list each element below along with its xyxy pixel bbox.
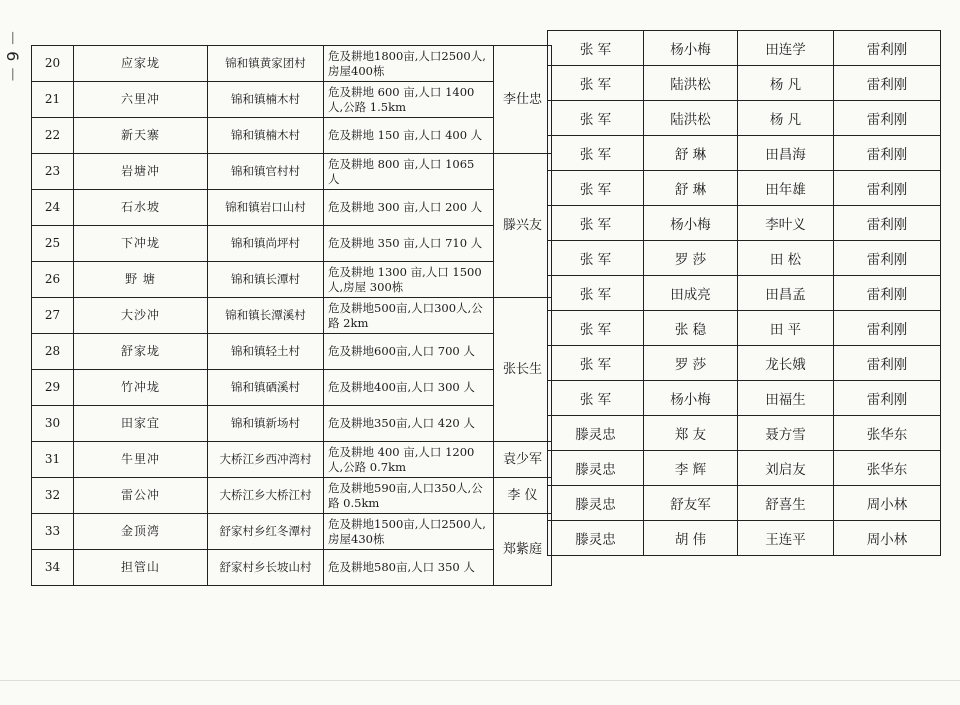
site-name: 竹冲垅 — [74, 370, 208, 406]
contact-name: 田 平 — [738, 311, 834, 346]
responsible-person — [494, 298, 552, 442]
contact-name: 罗 莎 — [644, 241, 738, 276]
contact-name: 田成亮 — [644, 276, 738, 311]
hazard-description: 危及耕地400亩,人口 300 人 — [324, 370, 494, 406]
hazard-description: 危及耕地 300 亩,人口 200 人 — [324, 190, 494, 226]
site-name: 雷公冲 — [74, 478, 208, 514]
site-location: 锦和镇黄家团村 — [208, 46, 324, 82]
contact-name: 杨小梅 — [644, 381, 738, 416]
row-number: 25 — [32, 226, 74, 262]
contact-name: 陆洪松 — [644, 101, 738, 136]
contact-name: 张 军 — [548, 171, 644, 206]
site-location: 锦和镇岩口山村 — [208, 190, 324, 226]
hazard-description: 危及耕地 1300 亩,人口 1500人,房屋 300栋 — [324, 262, 494, 298]
contact-name: 雷利刚 — [834, 241, 941, 276]
contact-name: 雷利刚 — [834, 136, 941, 171]
hazard-description: 危及耕地 350 亩,人口 710 人 — [324, 226, 494, 262]
row-number: 32 — [32, 478, 74, 514]
left-table — [31, 45, 552, 586]
responsible-person — [494, 442, 552, 478]
responsible-name: 滕兴友 — [502, 218, 542, 233]
contact-name: 张 军 — [548, 346, 644, 381]
hazard-description: 危及耕地600亩,人口 700 人 — [324, 334, 494, 370]
contact-name: 雷利刚 — [834, 171, 941, 206]
contact-name: 滕灵忠 — [548, 416, 644, 451]
contact-name: 田福生 — [738, 381, 834, 416]
table-row — [548, 416, 941, 451]
contact-name: 田 松 — [738, 241, 834, 276]
table-row — [32, 370, 552, 406]
table-row — [548, 276, 941, 311]
site-name: 石水坡 — [74, 190, 208, 226]
contact-name: 张 军 — [548, 276, 644, 311]
responsible-name: 袁少军 — [502, 452, 542, 467]
table-row — [32, 190, 552, 226]
table-row — [32, 478, 552, 514]
site-location: 锦和镇楠木村 — [208, 82, 324, 118]
row-number: 27 — [32, 298, 74, 334]
row-number: 22 — [32, 118, 74, 154]
scan-edge — [0, 680, 960, 681]
contact-name: 周小林 — [834, 521, 941, 556]
contact-name: 张 军 — [548, 31, 644, 66]
contact-name: 滕灵忠 — [548, 521, 644, 556]
site-location: 锦和镇长潭村 — [208, 262, 324, 298]
hazard-description: 危及耕地 400 亩,人口 1200人,公路 0.7km — [324, 442, 494, 478]
responsible-person — [494, 514, 552, 586]
contact-name: 罗 莎 — [644, 346, 738, 381]
site-name: 下冲垅 — [74, 226, 208, 262]
row-number: 31 — [32, 442, 74, 478]
table-row — [548, 241, 941, 276]
contact-name: 滕灵忠 — [548, 486, 644, 521]
table-row — [548, 31, 941, 66]
contact-name: 张 军 — [548, 381, 644, 416]
site-name: 田家宜 — [74, 406, 208, 442]
row-number: 29 — [32, 370, 74, 406]
contact-name: 舒友军 — [644, 486, 738, 521]
site-location: 大桥江乡西冲湾村 — [208, 442, 324, 478]
site-location: 锦和镇新场村 — [208, 406, 324, 442]
table-row — [32, 226, 552, 262]
contact-name: 雷利刚 — [834, 276, 941, 311]
site-location: 大桥江乡大桥江村 — [208, 478, 324, 514]
contact-name: 张华东 — [834, 416, 941, 451]
contact-name: 雷利刚 — [834, 66, 941, 101]
contact-name: 雷利刚 — [834, 206, 941, 241]
table-row — [32, 298, 552, 334]
site-name: 舒家垅 — [74, 334, 208, 370]
site-location: 锦和镇轻土村 — [208, 334, 324, 370]
page-number: － 6 － — [3, 30, 22, 83]
responsible-person — [494, 46, 552, 154]
contact-name: 李 辉 — [644, 451, 738, 486]
table-row — [32, 406, 552, 442]
row-number: 23 — [32, 154, 74, 190]
contact-name: 陆洪松 — [644, 66, 738, 101]
row-number: 34 — [32, 550, 74, 586]
contact-name: 刘启友 — [738, 451, 834, 486]
table-row — [548, 346, 941, 381]
row-number: 28 — [32, 334, 74, 370]
hazard-description: 危及耕地500亩,人口300人,公路 2km — [324, 298, 494, 334]
site-location: 舒家村乡长坡山村 — [208, 550, 324, 586]
responsible-person — [494, 154, 552, 298]
row-number: 21 — [32, 82, 74, 118]
site-name: 应家垅 — [74, 46, 208, 82]
hazard-description: 危及耕地350亩,人口 420 人 — [324, 406, 494, 442]
site-location: 锦和镇长潭溪村 — [208, 298, 324, 334]
contact-name: 杨小梅 — [644, 206, 738, 241]
contact-name: 周小林 — [834, 486, 941, 521]
site-name: 金顶湾 — [74, 514, 208, 550]
table-row — [32, 118, 552, 154]
row-number: 33 — [32, 514, 74, 550]
row-number: 26 — [32, 262, 74, 298]
contact-name: 龙长娥 — [738, 346, 834, 381]
contact-name: 李叶义 — [738, 206, 834, 241]
responsible-name: 郑紫庭 — [502, 542, 542, 557]
table-row — [32, 442, 552, 478]
responsible-name: 张长生 — [502, 362, 542, 377]
table-row — [32, 46, 552, 82]
contact-name: 胡 伟 — [644, 521, 738, 556]
contact-name: 张 军 — [548, 206, 644, 241]
contact-name: 王连平 — [738, 521, 834, 556]
contact-name: 杨 凡 — [738, 66, 834, 101]
responsible-name: 李 仪 — [507, 488, 538, 503]
table-row — [548, 486, 941, 521]
hazard-description: 危及耕地 600 亩,人口 1400人,公路 1.5km — [324, 82, 494, 118]
hazard-description: 危及耕地1800亩,人口2500人,房屋400栋 — [324, 46, 494, 82]
contact-name: 张华东 — [834, 451, 941, 486]
contact-name: 田连学 — [738, 31, 834, 66]
contact-name: 雷利刚 — [834, 381, 941, 416]
contact-name: 张 军 — [548, 241, 644, 276]
site-name: 岩塘冲 — [74, 154, 208, 190]
site-name: 担管山 — [74, 550, 208, 586]
site-name: 野 塘 — [74, 262, 208, 298]
responsible-name: 李仕忠 — [502, 92, 542, 107]
contact-name: 杨小梅 — [644, 31, 738, 66]
site-name: 新天寨 — [74, 118, 208, 154]
table-row — [548, 136, 941, 171]
contact-name: 舒 琳 — [644, 136, 738, 171]
table-row — [548, 206, 941, 241]
site-location: 锦和镇官村村 — [208, 154, 324, 190]
contact-name: 田昌海 — [738, 136, 834, 171]
table-row — [32, 82, 552, 118]
table-row — [548, 521, 941, 556]
table-row — [548, 451, 941, 486]
contact-name: 舒喜生 — [738, 486, 834, 521]
table-row — [548, 171, 941, 206]
contact-name: 滕灵忠 — [548, 451, 644, 486]
contact-name: 田年雄 — [738, 171, 834, 206]
contact-name: 雷利刚 — [834, 101, 941, 136]
hazard-description: 危及耕地 800 亩,人口 1065 人 — [324, 154, 494, 190]
site-location: 锦和镇尚坪村 — [208, 226, 324, 262]
contact-name: 雷利刚 — [834, 311, 941, 346]
table-row — [32, 262, 552, 298]
site-location: 锦和镇楠木村 — [208, 118, 324, 154]
contact-name: 张 军 — [548, 66, 644, 101]
contact-name: 雷利刚 — [834, 31, 941, 66]
table-row — [548, 101, 941, 136]
responsible-person — [494, 478, 552, 514]
contact-name: 张 军 — [548, 136, 644, 171]
contact-name: 田昌孟 — [738, 276, 834, 311]
site-name: 大沙冲 — [74, 298, 208, 334]
hazard-description: 危及耕地1500亩,人口2500人,房屋430栋 — [324, 514, 494, 550]
table-row — [548, 311, 941, 346]
right-table — [547, 30, 941, 556]
contact-name: 郑 友 — [644, 416, 738, 451]
contact-name: 张 军 — [548, 311, 644, 346]
table-row — [32, 334, 552, 370]
contact-name: 张 军 — [548, 101, 644, 136]
site-name: 六里冲 — [74, 82, 208, 118]
hazard-description: 危及耕地 150 亩,人口 400 人 — [324, 118, 494, 154]
table-row — [548, 66, 941, 101]
table-row — [32, 550, 552, 586]
site-name: 牛里冲 — [74, 442, 208, 478]
contact-name: 聂方雪 — [738, 416, 834, 451]
hazard-description: 危及耕地590亩,人口350人,公路 0.5km — [324, 478, 494, 514]
site-location: 锦和镇硒溪村 — [208, 370, 324, 406]
row-number: 24 — [32, 190, 74, 226]
table-row — [32, 514, 552, 550]
contact-name: 雷利刚 — [834, 346, 941, 381]
contact-name: 舒 琳 — [644, 171, 738, 206]
row-number: 30 — [32, 406, 74, 442]
table-row — [548, 381, 941, 416]
contact-name: 张 稳 — [644, 311, 738, 346]
hazard-description: 危及耕地580亩,人口 350 人 — [324, 550, 494, 586]
site-location: 舒家村乡红冬潭村 — [208, 514, 324, 550]
table-row — [32, 154, 552, 190]
contact-name: 杨 凡 — [738, 101, 834, 136]
row-number: 20 — [32, 46, 74, 82]
